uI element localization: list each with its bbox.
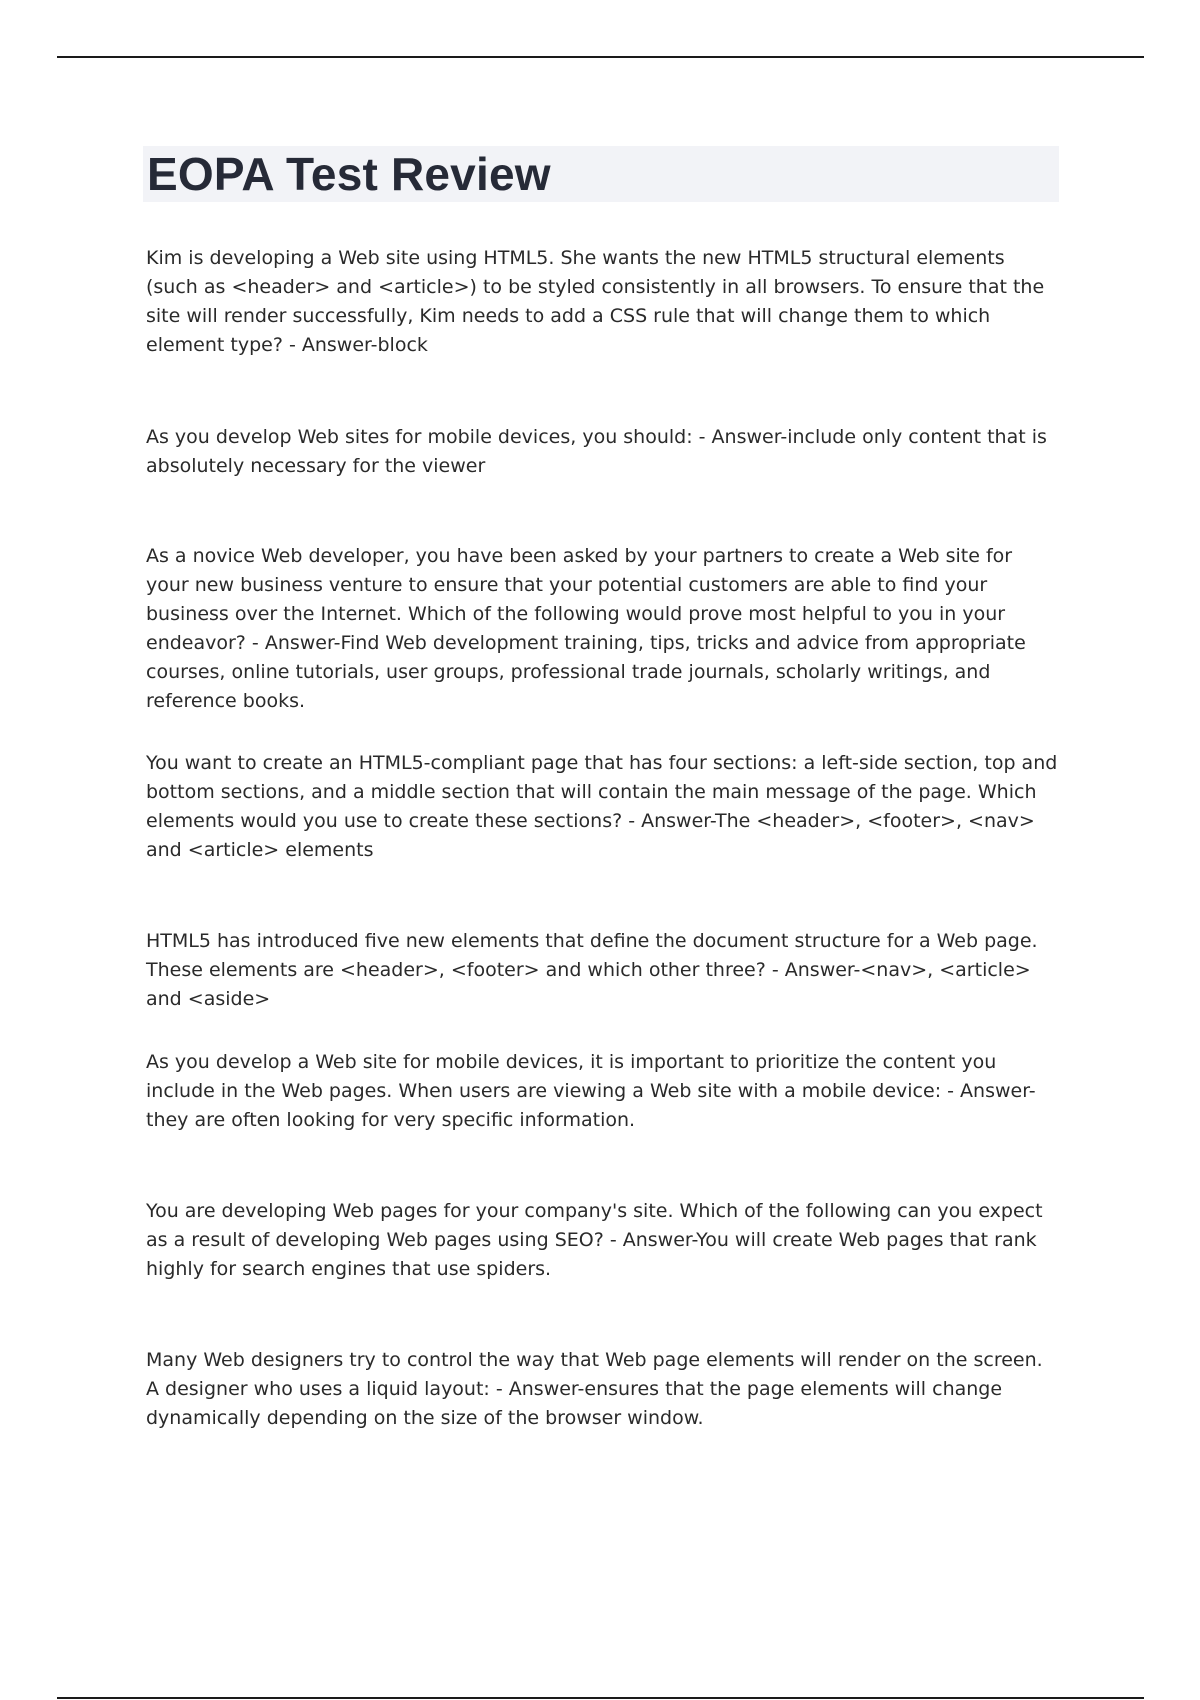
answer-separator: - Answer- xyxy=(622,810,715,832)
qa-item xyxy=(146,1048,1060,1197)
qa-item xyxy=(146,423,1060,542)
answer-text: include only content that is absolutely necessary for the viewer xyxy=(146,426,1047,477)
qa-item xyxy=(146,1197,1060,1346)
answer-text: ensures that the page elements will change dynamically depending on the size of the browser window. xyxy=(146,1378,1003,1429)
question-text: As you develop Web sites for mobile devices, you should: xyxy=(146,426,693,448)
answer-text: block xyxy=(377,334,428,356)
qa-item xyxy=(146,927,1060,1048)
question-text: As a novice Web developer, you have been asked by your partners to create a Web site for your new business venture to ensure that your potential customers are able to find your business over the Internet. Which of the following would prove most helpful to you in your endeavor? xyxy=(146,545,1013,654)
question-text: HTML5 has introduced five new elements that define the document structure for a Web page. These elements are <header>, <footer> and which other three? xyxy=(146,930,1038,981)
page-title: EOPA Test Review xyxy=(147,148,551,200)
qa-item xyxy=(146,1346,1060,1433)
question-text: Many Web designers try to control the way that Web page elements will render on the screen. A designer who uses a liquid layout: xyxy=(146,1349,1043,1400)
answer-text: <nav>, <article> and <aside> xyxy=(146,959,1031,1010)
answer-text: The <header>, <footer>, <nav> and <article> elements xyxy=(146,810,1035,861)
question-text: You are developing Web pages for your company's site. Which of the following can you expect as a result of developing Web pages using SEO? xyxy=(146,1200,1043,1251)
top-rule xyxy=(57,56,1144,58)
answer-text: You will create Web pages that rank highly for search engines that use spiders. xyxy=(146,1229,1037,1280)
answer-separator: - Answer- xyxy=(245,632,341,654)
answer-text: Find Web development training, tips, tricks and advice from appropriate courses, online tutorials, user groups, professional trade journals, scholarly writings, and reference books. xyxy=(146,632,1026,712)
answer-separator: - Answer- xyxy=(282,334,378,356)
answer-separator: - Answer- xyxy=(941,1080,1036,1102)
answer-separator: - Answer- xyxy=(692,426,788,448)
qa-item xyxy=(146,749,1060,927)
qa-item xyxy=(146,542,1060,749)
answer-separator: - Answer- xyxy=(765,959,861,981)
question-text: As you develop a Web site for mobile devices, it is important to prioritize the content you include in the Web pages. When users are viewing a Web site with a mobile device: xyxy=(146,1051,997,1102)
bottom-rule xyxy=(57,1697,1144,1699)
qa-item xyxy=(146,244,1060,423)
question-text: Kim is developing a Web site using HTML5. She wants the new HTML5 structural elements (such as <header> and <article>) to be styled consistently in all browsers. To ensure that the site will render successfully, Kim needs to add a CSS rule that will change them to which element type? xyxy=(146,247,1045,356)
question-text: You want to create an HTML5-compliant page that has four sections: a left-side section, top and bottom sections, and a middle section that will contain the main message of the page. Which elements would you use to create these sections? xyxy=(146,752,1058,832)
answer-separator: - Answer- xyxy=(489,1378,585,1400)
answer-separator: - Answer- xyxy=(603,1229,697,1251)
answer-text: they are often looking for very specific information. xyxy=(146,1109,636,1131)
qa-list xyxy=(146,244,1060,1433)
